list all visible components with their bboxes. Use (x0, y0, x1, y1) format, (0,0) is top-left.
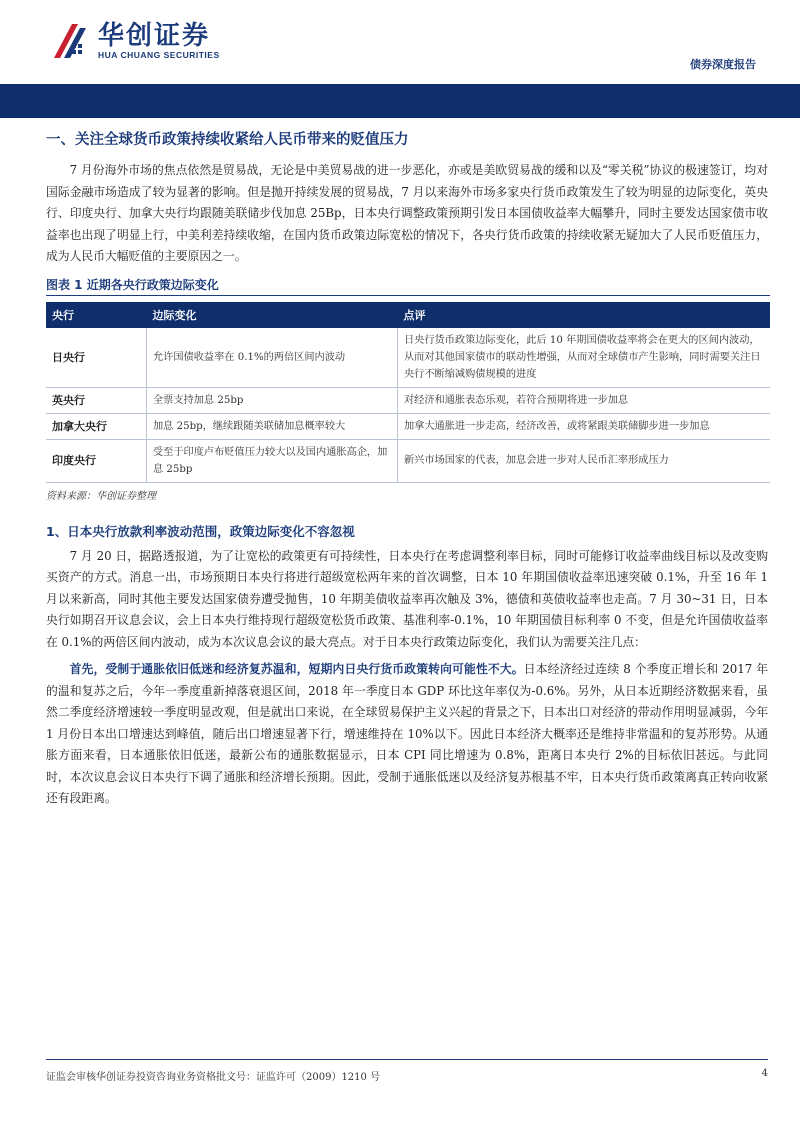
table-header: 央行 (46, 302, 147, 328)
comment-cell: 对经济和通胀表态乐观，若符合预期将进一步加息 (398, 387, 771, 413)
page-number: 4 (761, 1068, 768, 1079)
change-cell: 加息 25bp，继续跟随美联储加息概率较大 (147, 413, 398, 439)
table-header-row (46, 302, 770, 328)
subsection-paragraph-emphasis (46, 659, 768, 810)
header-bar (0, 84, 800, 118)
table-row (46, 387, 770, 413)
table-row (46, 439, 770, 482)
change-cell: 全票支持加息 25bp (147, 387, 398, 413)
figure-source: 资料来源：华创证券整理 (46, 490, 156, 502)
emphasis-body: 日本经济经过连续 8 个季度正增长和 2017 年的温和复苏之后，今年一季度重新掉落衰退区间，2018 年一季度日本 GDP 环比这年率仅为-0.6%。另外，从日本近期经济数据来看，虽然二季度经济增速较一季度明显改观，但是就出口来说，在全球贸易保护主义兴起的背景之下，日本出口对经济的带动作用明显减弱，今年 1 月份日本出口增速达到峰值，随后出口增速显著下行，增速维持在 10%以下。因此日本经济大概率还是维持非常温和的复苏形势。从通胀方面来看，日本通胀依旧低迷，最新公布的通胀数据显示，日本 CPI 同比增速为 0.8%，距离日本央行 2%的目标依旧甚远。与此同时，本次议息会议日本央行下调了通胀和经济增长预期。因此，受制于通胀低迷以及经济复苏根基不牢，日本央行货币政策离真正转向收紧还有段距离。 (46, 662, 768, 805)
bank-cell: 加拿大央行 (46, 413, 147, 439)
logo-english-name: HUA CHUANG SECURITIES (98, 50, 220, 60)
bank-cell: 英央行 (46, 387, 147, 413)
central-bank-table (46, 302, 770, 483)
company-logo (52, 22, 220, 60)
logo-icon (52, 22, 90, 60)
table-header: 边际变化 (147, 302, 398, 328)
figure-title: 图表 1 近期各央行政策边际变化 (46, 276, 770, 296)
footer-divider (46, 1059, 768, 1060)
footer-disclaimer: 证监会审核华创证券投资咨询业务资格批文号：证监许可（2009）1210 号 (46, 1072, 381, 1083)
emphasis-text: 首先，受制于通胀依旧低迷和经济复苏温和，短期内日央行货币政策转向可能性不大。 (69, 662, 524, 676)
subsection-paragraph: 7 月 20 日，据路透报道，为了让宽松的政策更有可持续性，日本央行在考虑调整利率目标，同时可能修订收益率曲线目标以及改变购买资产的方式。消息一出，市场预期日本央行将进行超级宽松两年来的首次调整，日本 10 年期国债收益率迅速突破 0.1%，升至 16 年 1 月以来新高，同时其他主要发达国家债券遭受抛售，10 年期美债收益率再次触及 3%，德债和英债收益率也走高。7 月 30~31 日，日本央行如期召开议息会议，会上日本央行维持现行超级宽松货币政策、基准利率-0.1%，10 年期国债目标利率 0 不变，但是允许国债收益率在 0.1%的两倍区间内波动，成为本次议息会议的最大亮点。对于日本央行政策边际变化，我们认为需要关注几点： (46, 548, 768, 649)
logo-chinese-name: 华创证券 (98, 21, 211, 51)
bank-cell: 日央行 (46, 328, 147, 388)
change-cell: 允许国债收益率在 0.1%的两倍区间内波动 (147, 328, 398, 388)
section-title: 一、关注全球货币政策持续收紧给人民币带来的贬值压力 (46, 132, 409, 148)
section-paragraph: 7 月份海外市场的焦点依然是贸易战，无论是中美贸易战的进一步恶化，亦或是美欧贸易战的缓和以及“零关税”协议的极速签订，均对国际金融市场造成了较为显著的影响。但是抛开持续发展的贸易战，7 月以来海外市场多家央行货币政策发生了较为明显的边际变化，英央行、印度央行、加拿大央行均跟随美联储步伐加息 25Bp，日本央行调整政策预期引发日本国债收益率大幅攀升，同时主要发达国家债市收益率也出现了明显上行，中美利差持续收缩，在国内货币政策边际宽松的情况下，各央行货币政策的持续收紧无疑加大了人民币贬值压力，成为人民币大幅贬值的主要原因之一。 (46, 163, 768, 263)
comment-cell: 加拿大通胀进一步走高，经济改善，或将紧跟美联储脚步进一步加息 (398, 413, 771, 439)
page-header (0, 0, 800, 84)
table-header: 点评 (398, 302, 771, 328)
change-cell: 受至于印度卢布贬值压力较大以及国内通胀高企，加息 25bp (147, 439, 398, 482)
comment-cell: 新兴市场国家的代表，加息会进一步对人民币汇率形成压力 (398, 439, 771, 482)
table-row (46, 328, 770, 388)
subsection-title: 1、日本央行放款利率波动范围，政策边际变化不容忽视 (46, 523, 355, 539)
page-footer (46, 1068, 768, 1083)
bank-cell: 印度央行 (46, 439, 147, 482)
comment-cell: 日央行货币政策边际变化，此后 10 年期国债收益率将会在更大的区间内波动，从而对其他国家债市的联动性增强，从而对全球债市产生影响，同时需要关注日央行不断缩减购债规模的进度 (398, 328, 771, 388)
report-type: 债券深度报告 (690, 58, 756, 71)
page-content (46, 128, 768, 810)
table-row (46, 413, 770, 439)
